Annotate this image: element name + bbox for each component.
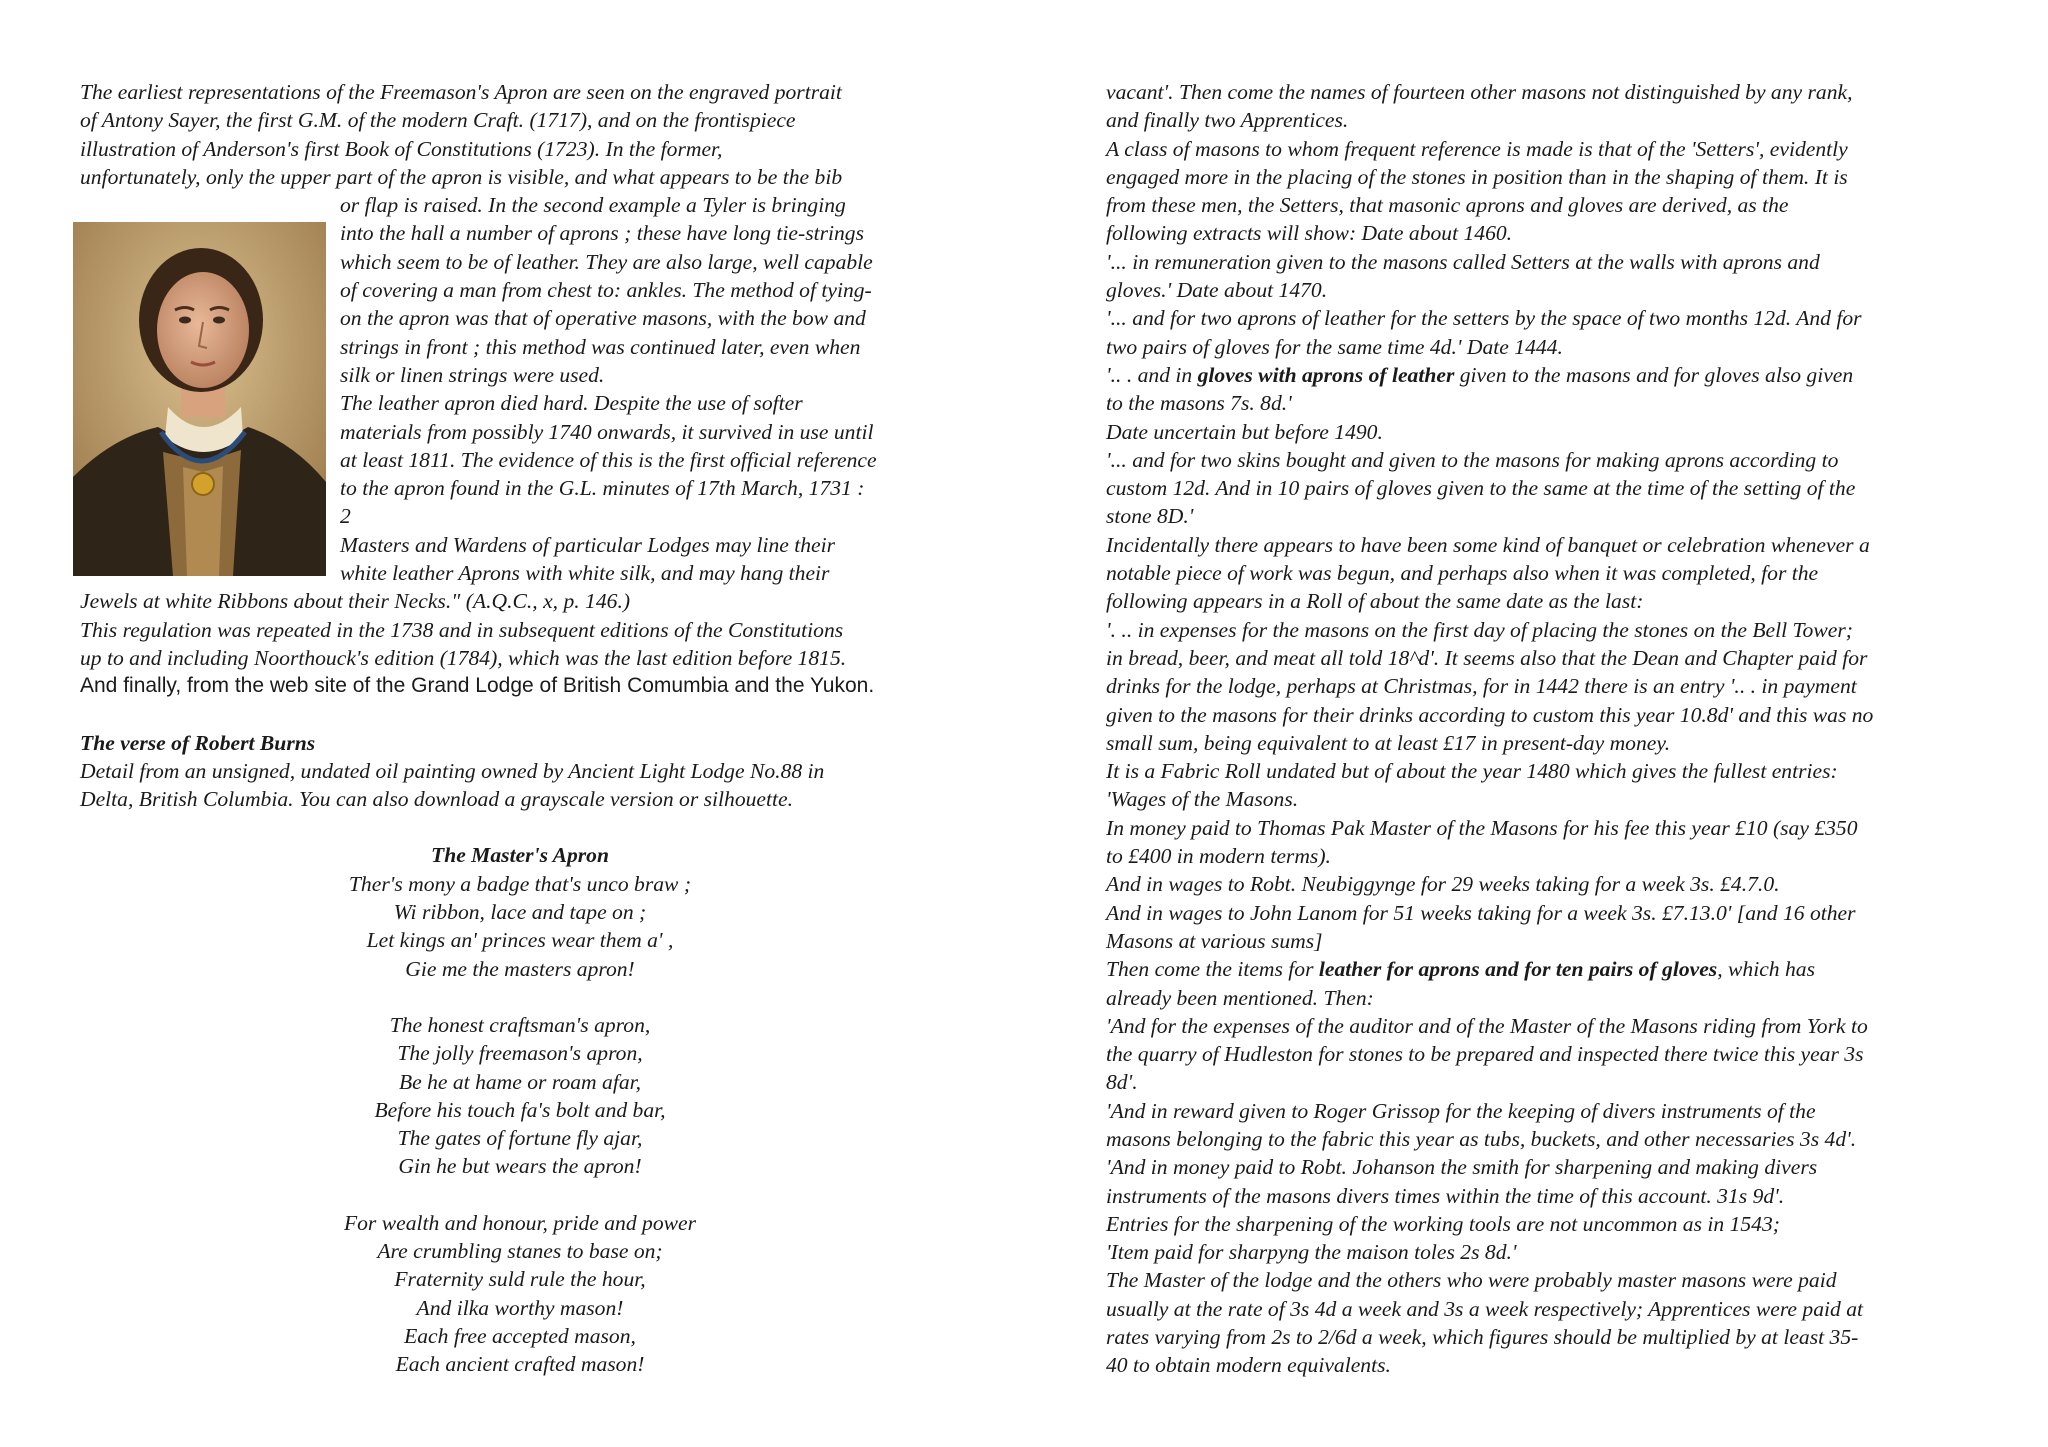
items-bold: leather for aprons and for ten pairs of gloves: [1318, 957, 1718, 982]
wrapped-line: silk or linen strings were used.: [340, 362, 605, 387]
text-line: to the masons 7s. 8d.': [1106, 391, 1292, 416]
text-line: usually at the rate of 3s 4d a week and 3s a week respectively; Apprentices were paid at: [1106, 1296, 1864, 1321]
wrapped-line: The leather apron died hard. Despite the use of softer: [340, 391, 803, 416]
poem-line: Ther's mony a badge that's unco braw ;: [348, 871, 692, 896]
wrapped-line: on the apron was that of operative masons, with the bow and: [340, 306, 866, 331]
text-line: given to the masons for their drinks according to custom this year 10.8d' and this was no: [1106, 702, 1874, 727]
left-column: [80, 78, 960, 1378]
text-line: two pairs of gloves for the same time 4d.' Date 1444.: [1106, 334, 1563, 359]
wrapped-line: to the apron found in the G.L. minutes of 17th March, 1731 :: [340, 476, 865, 501]
text-line: '... in remuneration given to the masons called Setters at the walls with aprons and: [1106, 249, 1820, 274]
wrapped-line: 2: [340, 504, 351, 529]
text-line: 8d'.: [1106, 1070, 1138, 1095]
items-pre: Then come the items for: [1106, 957, 1319, 982]
gloves-pre: '.. . and in: [1106, 362, 1198, 387]
text-line: And in wages to Robt. Neubiggynge for 29 weeks taking for a week 3s. £4.7.0.: [1106, 872, 1780, 897]
poem: [80, 841, 960, 1378]
wrapped-line: Masters and Wardens of particular Lodges may line their: [340, 532, 836, 557]
text-line: in bread, beer, and meat all told 18^d'. It seems also that the Dean and Chapter paid for: [1106, 645, 1868, 670]
right-column: [1106, 78, 1996, 1380]
wrapped-line: which seem to be of leather. They are also large, well capable: [340, 249, 873, 274]
poem-line: Wi ribbon, lace and tape on ;: [393, 900, 647, 925]
text-line: stone 8D.': [1106, 504, 1194, 529]
poem-line: Each free accepted mason,: [404, 1323, 636, 1348]
poem-title: The Master's Apron: [431, 843, 609, 868]
text-line: to £400 in modern terms).: [1106, 844, 1331, 869]
gloves-post: given to the masons and for gloves also given: [1454, 362, 1854, 387]
text-line: 'Item paid for sharpyng the maison toles 2s 8d.': [1106, 1240, 1517, 1265]
wrapped-line: into the hall a number of aprons ; these have long tie-strings: [340, 221, 864, 246]
text-line: Masons at various sums]: [1106, 928, 1323, 953]
text-line: masons belonging to the fabric this year as tubs, buckets, and other necessaries 3s 4d'.: [1106, 1126, 1857, 1151]
text-line: 'Wages of the Masons.: [1106, 787, 1299, 812]
wrapped-line: white leather Aprons with white silk, and may hang their: [340, 561, 830, 586]
text-line: 'And for the expenses of the auditor and of the Master of the Masons riding from York to: [1106, 1013, 1868, 1038]
intro-line: of Antony Sayer, the first G.M. of the modern Craft. (1717), and on the frontispiece: [80, 108, 796, 133]
text-line: In money paid to Thomas Pak Master of the Masons for his fee this year £10 (say £350: [1106, 815, 1858, 840]
poem-line: Fraternity suld rule the hour,: [394, 1267, 646, 1292]
poem-line: Before his touch fa's bolt and bar,: [374, 1097, 666, 1122]
poem-line: The gates of fortune fly ajar,: [397, 1126, 643, 1151]
spacer: [80, 813, 960, 841]
text-line: small sum, being equivalent to at least £17 in present-day money.: [1106, 730, 1671, 755]
intro-line: The earliest representations of the Freemason's Apron are seen on the engraved portrait: [80, 80, 842, 104]
poem-stanza: [80, 1011, 960, 1181]
poem-line: Are crumbling stanes to base on;: [377, 1238, 663, 1263]
text-line: gloves.' Date about 1470.: [1106, 278, 1328, 303]
text-line: 40 to obtain modern equivalents.: [1106, 1353, 1391, 1378]
poem-line: Gin he but wears the apron!: [398, 1154, 642, 1179]
wrapped-line: or flap is raised. In the second example a Tyler is bringing: [340, 193, 846, 218]
text-line: custom 12d. And in 10 pairs of gloves given to the same at the time of the setting of the: [1106, 476, 1856, 501]
items-post: , which has: [1717, 957, 1815, 982]
wrapped-line: materials from possibly 1740 onwards, it survived in use until: [340, 419, 874, 444]
intro-line: illustration of Anderson's first Book of Constitutions (1723). In the former,: [80, 136, 723, 161]
text-line: already been mentioned. Then:: [1106, 985, 1374, 1010]
text-line: and finally two Apprentices.: [1106, 108, 1349, 133]
regulation-line: This regulation was repeated in the 1738 and in subsequent editions of the Constitutions: [80, 617, 844, 642]
text-line: '. .. in expenses for the masons on the first day of placing the stones on the Bell Tower;: [1106, 617, 1853, 642]
wrapped-line: at least 1811. The evidence of this is the first official reference: [340, 447, 877, 472]
text-line: engaged more in the placing of the stones in position than in the shaping of them. It is: [1106, 164, 1848, 189]
poem-line: The jolly freemason's apron,: [397, 1041, 643, 1066]
wrapped-line: of covering a man from chest to: ankles. The method of tying-: [340, 278, 872, 303]
poem-line: Each ancient crafted mason!: [395, 1352, 645, 1377]
text-line: Date uncertain but before 1490.: [1106, 419, 1383, 444]
text-line: Incidentally there appears to have been some kind of banquet or celebration whenever a: [1106, 532, 1870, 557]
burns-heading: The verse of Robert Burns: [80, 730, 316, 755]
text-line: following extracts will show: Date about 1460.: [1106, 221, 1513, 246]
gloves-bold: gloves with aprons of leather: [1197, 362, 1455, 387]
grand-lodge-line: And finally, from the web site of the Grand Lodge of British Comumbia and the Yukon.: [80, 674, 875, 698]
text-line: instruments of the masons divers times within the time of this account. 31s 9d'.: [1106, 1183, 1785, 1208]
poem-line: Gie me the masters apron!: [405, 956, 635, 981]
regulation-line: Jewels at white Ribbons about their Necks." (A.Q.C., x, p. 146.): [80, 589, 631, 614]
poem-line: Let kings an' princes wear them a' ,: [366, 928, 674, 953]
text-line: rates varying from 2s to 2/6d a week, which figures should be multiplied by at least 35-: [1106, 1325, 1859, 1350]
poem-line: Be he at hame or roam afar,: [398, 1069, 642, 1094]
text-line: following appears in a Roll of about the same date as the last:: [1106, 589, 1644, 614]
regulation-line: up to and including Noorthouck's edition (1784), which was the last edition before 1815.: [80, 645, 847, 670]
text-line: '... and for two skins bought and given to the masons for making aprons according to: [1106, 447, 1839, 472]
spacer: [80, 983, 960, 1011]
burns-detail-line: Delta, British Columbia. You can also download a grayscale version or silhouette.: [80, 787, 793, 812]
text-line: It is a Fabric Roll undated but of about the year 1480 which gives the fullest entries:: [1106, 759, 1838, 784]
poem-stanza: [80, 870, 960, 983]
text-line: vacant'. Then come the names of fourteen other masons not distinguished by any rank,: [1106, 80, 1853, 104]
text-line: drinks for the lodge, perhaps at Christmas, for in 1442 there is an entry '.. . in payment: [1106, 674, 1857, 699]
items-line: [1106, 955, 1996, 983]
text-line: the quarry of Hudleston for stones to be prepared and inspected there twice this year 3s: [1106, 1042, 1864, 1067]
text-line: notable piece of work was begun, and perhaps also when it was completed, for the: [1106, 561, 1819, 586]
text-line: from these men, the Setters, that masonic aprons and gloves are derived, as the: [1106, 193, 1789, 218]
text-line: 'And in reward given to Roger Grissop for the keeping of divers instruments of the: [1106, 1098, 1816, 1123]
text-line: A class of masons to whom frequent reference is made is that of the 'Setters', evidently: [1106, 136, 1848, 161]
poem-line: For wealth and honour, pride and power: [343, 1210, 697, 1235]
text-line: Entries for the sharpening of the working tools are not uncommon as in 1543;: [1106, 1211, 1780, 1236]
spacer: [80, 701, 960, 729]
wrapped-line: strings in front ; this method was continued later, even when: [340, 334, 861, 359]
spacer: [80, 1181, 960, 1209]
text-line: And in wages to John Lanom for 51 weeks taking for a week 3s. £7.13.0' [and 16 other: [1106, 900, 1856, 925]
intro-line: unfortunately, only the upper part of the apron is visible, and what appears to be the bib: [80, 164, 843, 189]
burns-detail-line: Detail from an unsigned, undated oil painting owned by Ancient Light Lodge No.88 in: [80, 758, 825, 783]
text-line: '... and for two aprons of leather for the setters by the space of two months 12d. And for: [1106, 306, 1862, 331]
text-line: The Master of the lodge and the others who were probably master masons were paid: [1106, 1268, 1837, 1293]
poem-line: And ilka worthy mason!: [416, 1295, 624, 1320]
gloves-line: [1106, 361, 1996, 389]
poem-line: The honest craftsman's apron,: [389, 1012, 651, 1037]
text-line: 'And in money paid to Robt. Johanson the smith for sharpening and making divers: [1106, 1155, 1818, 1180]
poem-stanza: [80, 1209, 960, 1379]
